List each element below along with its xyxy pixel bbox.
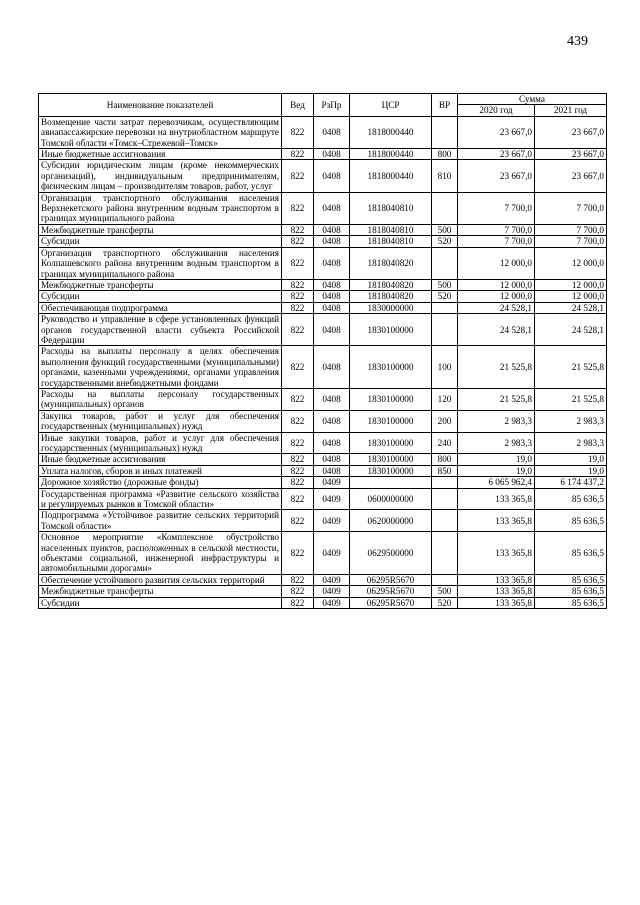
cell-rzpr: 0409 xyxy=(314,574,350,585)
cell-name: Закупка товаров, работ и услуг для обеспечения государственных (муниципальных) нужд xyxy=(39,410,282,432)
cell-name: Организация транспортного обслуживания населения Верхнекетского района внутренним водным транспортом в границах муниципального района xyxy=(39,192,282,224)
header-ved: Вед xyxy=(282,94,314,117)
table-row xyxy=(39,465,607,476)
cell-rzpr: 0409 xyxy=(314,477,350,488)
cell-rzpr: 0408 xyxy=(314,160,350,192)
cell-vr xyxy=(432,314,458,346)
cell-name: Дорожное хозяйство (дорожные фонды) xyxy=(39,477,282,488)
cell-2020: 7 700,0 xyxy=(458,192,535,224)
cell-ved: 822 xyxy=(282,314,314,346)
cell-name: Обеспечение устойчивого развития сельских территорий xyxy=(39,574,282,585)
cell-csr: 1830100000 xyxy=(350,410,432,432)
cell-vr: 800 xyxy=(432,149,458,160)
table-row xyxy=(39,149,607,160)
cell-csr: 06295R5670 xyxy=(350,574,432,585)
cell-name: Субсидии xyxy=(39,236,282,247)
cell-vr: 520 xyxy=(432,236,458,247)
cell-2021: 85 636,5 xyxy=(535,532,607,575)
table-row xyxy=(39,116,607,148)
cell-ved: 822 xyxy=(282,224,314,235)
cell-2020: 2 983,3 xyxy=(458,410,535,432)
cell-name: Иные бюджетные ассигнования xyxy=(39,454,282,465)
table-row xyxy=(39,224,607,235)
cell-csr: 1830100000 xyxy=(350,388,432,410)
cell-ved: 822 xyxy=(282,488,314,510)
cell-ved: 822 xyxy=(282,532,314,575)
cell-vr: 520 xyxy=(432,291,458,302)
cell-csr: 1818040820 xyxy=(350,279,432,290)
cell-vr: 500 xyxy=(432,279,458,290)
cell-ved: 822 xyxy=(282,149,314,160)
cell-csr: 1818040810 xyxy=(350,224,432,235)
cell-rzpr: 0409 xyxy=(314,488,350,510)
cell-name: Возмещение части затрат перевозчикам, осуществляющим авиапассажирские перевозки на внутриобластном маршруте Томской области «Томск–Стрежевой–Томск» xyxy=(39,116,282,148)
table-row xyxy=(39,291,607,302)
cell-csr: 1818040820 xyxy=(350,291,432,302)
cell-csr: 1830100000 xyxy=(350,314,432,346)
header-sum: Сумма xyxy=(458,94,607,105)
cell-2021: 12 000,0 xyxy=(535,291,607,302)
cell-name: Субсидии xyxy=(39,291,282,302)
cell-name: Расходы на выплаты персоналу государственных (муниципальных) органов xyxy=(39,388,282,410)
cell-vr xyxy=(432,477,458,488)
table-row xyxy=(39,302,607,313)
cell-name: Межбюджетные трансферты xyxy=(39,279,282,290)
table-header xyxy=(39,94,607,117)
cell-rzpr: 0409 xyxy=(314,586,350,597)
cell-csr: 1818000440 xyxy=(350,160,432,192)
table-row xyxy=(39,279,607,290)
cell-vr xyxy=(432,532,458,575)
cell-ved: 822 xyxy=(282,302,314,313)
cell-name: Расходы на выплаты персоналу в целях обеспечения выполнения функций государственными (муниципальными) органами, казенными учреждениями, органами управления государственными внебюджетными фондами xyxy=(39,346,282,389)
cell-rzpr: 0409 xyxy=(314,532,350,575)
cell-2020: 21 525,8 xyxy=(458,346,535,389)
cell-name: Государственная программа «Развитие сельского хозяйства и регулируемых рынков в Томской области» xyxy=(39,488,282,510)
table-row xyxy=(39,477,607,488)
cell-ved: 822 xyxy=(282,432,314,454)
cell-2020: 12 000,0 xyxy=(458,291,535,302)
header-vr: ВР xyxy=(432,94,458,117)
cell-2020: 23 667,0 xyxy=(458,149,535,160)
cell-name: Субсидии юридическим лицам (кроме некоммерческих организаций), индивидуальным предпринимателям, физическим лицам – производителям товаров, работ, услуг xyxy=(39,160,282,192)
cell-csr: 1830100000 xyxy=(350,465,432,476)
cell-name: Обеспечивающая подпрограмма xyxy=(39,302,282,313)
cell-rzpr: 0408 xyxy=(314,454,350,465)
cell-2021: 2 983,3 xyxy=(535,410,607,432)
cell-csr: 1830100000 xyxy=(350,432,432,454)
cell-2021: 6 174 437,2 xyxy=(535,477,607,488)
cell-2020: 19,0 xyxy=(458,454,535,465)
cell-rzpr: 0409 xyxy=(314,597,350,608)
cell-2021: 7 700,0 xyxy=(535,236,607,247)
cell-vr xyxy=(432,116,458,148)
cell-rzpr: 0408 xyxy=(314,465,350,476)
cell-rzpr: 0408 xyxy=(314,149,350,160)
cell-2020: 133 365,8 xyxy=(458,586,535,597)
cell-rzpr: 0408 xyxy=(314,302,350,313)
cell-2021: 19,0 xyxy=(535,454,607,465)
cell-ved: 822 xyxy=(282,116,314,148)
cell-2020: 7 700,0 xyxy=(458,224,535,235)
cell-csr: 1818000440 xyxy=(350,149,432,160)
cell-2021: 12 000,0 xyxy=(535,247,607,279)
cell-2020: 2 983,3 xyxy=(458,432,535,454)
cell-vr xyxy=(432,510,458,532)
cell-2020: 7 700,0 xyxy=(458,236,535,247)
table-row xyxy=(39,510,607,532)
cell-2020: 24 528,1 xyxy=(458,314,535,346)
cell-csr: 06295R5670 xyxy=(350,597,432,608)
table-row xyxy=(39,597,607,608)
table-row xyxy=(39,236,607,247)
table-row xyxy=(39,314,607,346)
table-row xyxy=(39,454,607,465)
cell-name: Иные бюджетные ассигнования xyxy=(39,149,282,160)
cell-rzpr: 0408 xyxy=(314,291,350,302)
cell-2021: 19,0 xyxy=(535,465,607,476)
cell-rzpr: 0408 xyxy=(314,247,350,279)
cell-2020: 19,0 xyxy=(458,465,535,476)
cell-2021: 85 636,5 xyxy=(535,510,607,532)
cell-2020: 23 667,0 xyxy=(458,160,535,192)
cell-2020: 12 000,0 xyxy=(458,279,535,290)
cell-ved: 822 xyxy=(282,454,314,465)
cell-2021: 21 525,8 xyxy=(535,388,607,410)
cell-csr: 1830100000 xyxy=(350,454,432,465)
cell-ved: 822 xyxy=(282,291,314,302)
cell-vr xyxy=(432,488,458,510)
header-rzpr: РзПр xyxy=(314,94,350,117)
cell-2021: 23 667,0 xyxy=(535,149,607,160)
cell-2020: 6 065 962,4 xyxy=(458,477,535,488)
table-row xyxy=(39,574,607,585)
cell-csr: 1818000440 xyxy=(350,116,432,148)
cell-2021: 24 528,1 xyxy=(535,302,607,313)
cell-vr: 120 xyxy=(432,388,458,410)
cell-vr: 500 xyxy=(432,224,458,235)
header-2020: 2020 год xyxy=(458,105,535,116)
cell-csr: 1830000000 xyxy=(350,302,432,313)
cell-2020: 133 365,8 xyxy=(458,510,535,532)
table-row xyxy=(39,586,607,597)
cell-2021: 7 700,0 xyxy=(535,192,607,224)
cell-csr: 0620000000 xyxy=(350,510,432,532)
cell-name: Межбюджетные трансферты xyxy=(39,224,282,235)
cell-vr xyxy=(432,574,458,585)
cell-vr xyxy=(432,302,458,313)
table-row xyxy=(39,488,607,510)
cell-ved: 822 xyxy=(282,247,314,279)
cell-csr: 06295R5670 xyxy=(350,586,432,597)
table-row xyxy=(39,532,607,575)
cell-csr: 1818040810 xyxy=(350,236,432,247)
cell-name: Иные закупки товаров, работ и услуг для обеспечения государственных (муниципальных) нужд xyxy=(39,432,282,454)
cell-rzpr: 0409 xyxy=(314,510,350,532)
cell-ved: 822 xyxy=(282,236,314,247)
cell-rzpr: 0408 xyxy=(314,432,350,454)
cell-2021: 7 700,0 xyxy=(535,224,607,235)
cell-ved: 822 xyxy=(282,465,314,476)
cell-name: Основное мероприятие «Комплексное обустройство населенных пунктов, расположенных в сельской местности, объектами социальной, инженерной инфраструктуры и автомобильными дорогами» xyxy=(39,532,282,575)
cell-csr: 1818040820 xyxy=(350,247,432,279)
cell-ved: 822 xyxy=(282,510,314,532)
table-row xyxy=(39,160,607,192)
cell-name: Организация транспортного обслуживания населения Колпашевского района внутренним водным транспортом в границах муниципального района xyxy=(39,247,282,279)
cell-2020: 21 525,8 xyxy=(458,388,535,410)
cell-2021: 21 525,8 xyxy=(535,346,607,389)
cell-2020: 23 667,0 xyxy=(458,116,535,148)
cell-2020: 133 365,8 xyxy=(458,597,535,608)
cell-2020: 24 528,1 xyxy=(458,302,535,313)
cell-vr: 810 xyxy=(432,160,458,192)
cell-2021: 85 636,5 xyxy=(535,586,607,597)
cell-2020: 133 365,8 xyxy=(458,574,535,585)
cell-rzpr: 0408 xyxy=(314,116,350,148)
cell-2021: 23 667,0 xyxy=(535,160,607,192)
cell-2021: 23 667,0 xyxy=(535,116,607,148)
cell-rzpr: 0408 xyxy=(314,388,350,410)
cell-vr: 240 xyxy=(432,432,458,454)
cell-rzpr: 0408 xyxy=(314,410,350,432)
cell-2021: 2 983,3 xyxy=(535,432,607,454)
page-number: 439 xyxy=(567,34,588,49)
cell-vr: 500 xyxy=(432,586,458,597)
cell-vr: 200 xyxy=(432,410,458,432)
cell-csr: 1830100000 xyxy=(350,346,432,389)
cell-ved: 822 xyxy=(282,192,314,224)
cell-2021: 24 528,1 xyxy=(535,314,607,346)
cell-name: Уплата налогов, сборов и иных платежей xyxy=(39,465,282,476)
cell-csr: 0600000000 xyxy=(350,488,432,510)
cell-vr xyxy=(432,192,458,224)
cell-rzpr: 0408 xyxy=(314,346,350,389)
table-row xyxy=(39,388,607,410)
cell-rzpr: 0408 xyxy=(314,314,350,346)
cell-rzpr: 0408 xyxy=(314,224,350,235)
cell-rzpr: 0408 xyxy=(314,192,350,224)
cell-ved: 822 xyxy=(282,597,314,608)
cell-ved: 822 xyxy=(282,160,314,192)
cell-csr: 0629500000 xyxy=(350,532,432,575)
cell-rzpr: 0408 xyxy=(314,236,350,247)
header-name: Наименование показателей xyxy=(39,94,282,117)
table-row xyxy=(39,432,607,454)
table-row xyxy=(39,192,607,224)
cell-csr: 1818040810 xyxy=(350,192,432,224)
budget-table xyxy=(38,93,607,609)
cell-2020: 12 000,0 xyxy=(458,247,535,279)
cell-ved: 822 xyxy=(282,574,314,585)
cell-ved: 822 xyxy=(282,410,314,432)
cell-vr: 800 xyxy=(432,454,458,465)
cell-ved: 822 xyxy=(282,477,314,488)
cell-name: Подпрограмма «Устойчивое развитие сельских территорий Томской области» xyxy=(39,510,282,532)
cell-2021: 85 636,5 xyxy=(535,574,607,585)
header-csr: ЦСР xyxy=(350,94,432,117)
cell-2021: 12 000,0 xyxy=(535,279,607,290)
table-row xyxy=(39,410,607,432)
cell-ved: 822 xyxy=(282,388,314,410)
table-row xyxy=(39,346,607,389)
cell-vr: 850 xyxy=(432,465,458,476)
cell-csr xyxy=(350,477,432,488)
cell-name: Субсидии xyxy=(39,597,282,608)
header-2021: 2021 год xyxy=(535,105,607,116)
cell-vr: 100 xyxy=(432,346,458,389)
cell-ved: 822 xyxy=(282,346,314,389)
table-row xyxy=(39,247,607,279)
cell-vr: 520 xyxy=(432,597,458,608)
cell-rzpr: 0408 xyxy=(314,279,350,290)
cell-2020: 133 365,8 xyxy=(458,488,535,510)
cell-2021: 85 636,5 xyxy=(535,597,607,608)
cell-2021: 85 636,5 xyxy=(535,488,607,510)
cell-ved: 822 xyxy=(282,586,314,597)
cell-2020: 133 365,8 xyxy=(458,532,535,575)
cell-name: Руководство и управление в сфере установленных функций органов государственной власти субъекта Российской Федерации xyxy=(39,314,282,346)
cell-ved: 822 xyxy=(282,279,314,290)
cell-vr xyxy=(432,247,458,279)
cell-name: Межбюджетные трансферты xyxy=(39,586,282,597)
